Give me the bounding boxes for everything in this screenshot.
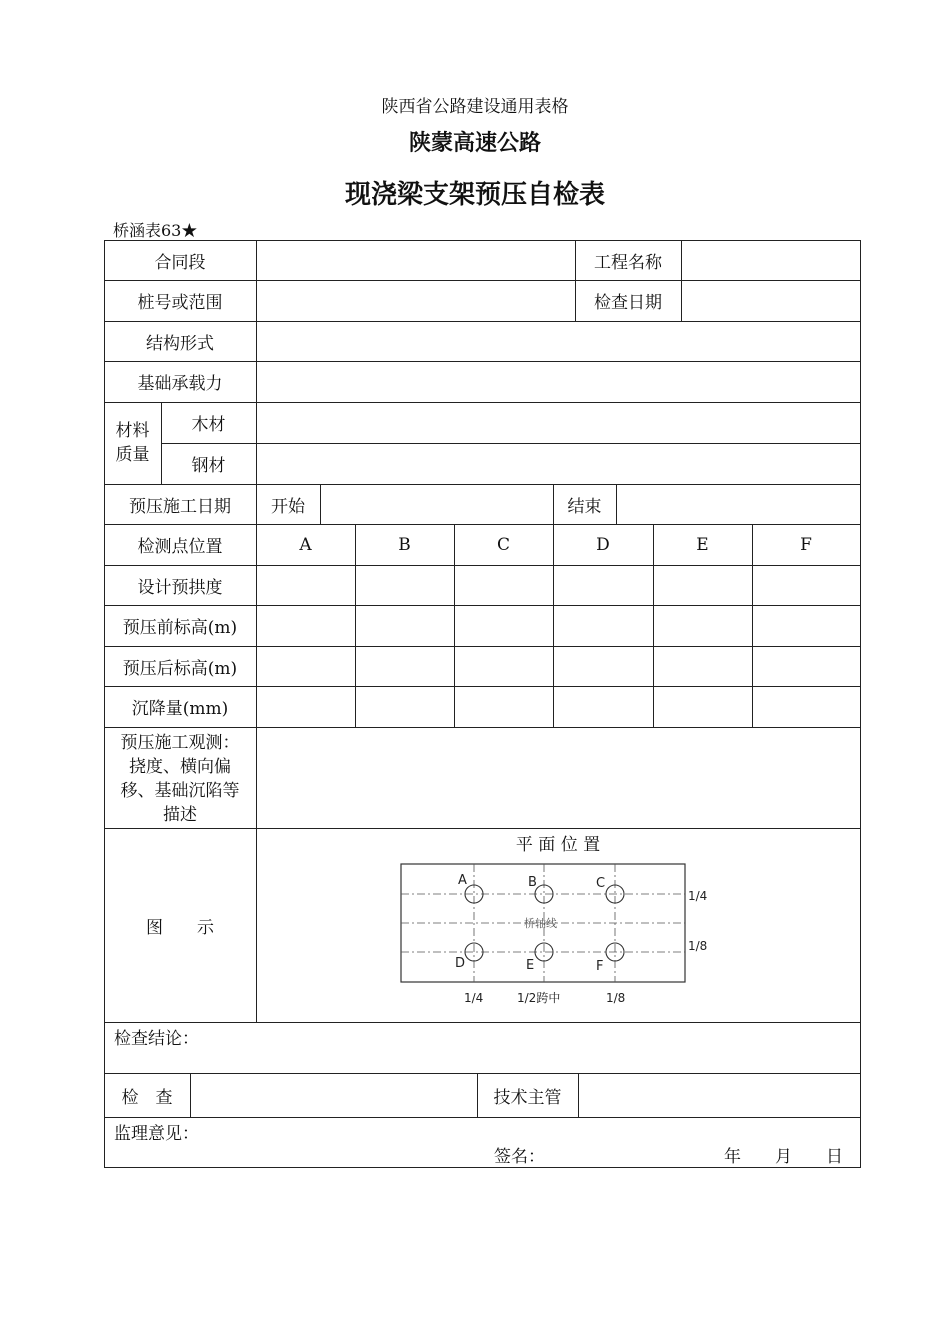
diagram-point-d: D [455,956,466,971]
observation-line-4: 描述 [163,804,197,825]
observation-field[interactable] [256,727,860,828]
bottom-label-midspan: 1/2跨中 [517,991,561,1005]
material-quality-label [104,402,161,484]
bearing-label: 基础承载力 [137,374,223,394]
diagram-label: 图 示 [146,917,214,938]
observation-label [104,729,256,828]
bottom-label-quarter: 1/4 [464,991,484,1005]
inspector-label: 检 查 [121,1087,173,1108]
observation-line-2: 挠度、横向偏 [129,756,231,777]
project-title: 陕蒙高速公路 [408,131,541,156]
point-header-b: B [398,534,411,555]
form-title: 现浇梁支架预压自检表 [344,180,605,210]
contract-label: 合同段 [154,252,206,273]
check-date-label: 检查日期 [594,293,662,313]
check-date-field[interactable] [681,280,860,321]
bottom-label-eighth: 1/8 [606,991,626,1005]
elev-before-label: 预压前标高(m) [122,618,238,638]
plan-title: 平 面 位 置 [515,834,601,855]
end-date-field[interactable] [616,484,860,524]
points-label: 检测点位置 [137,537,223,557]
form-number: 桥涵表63★ [113,221,198,240]
bridge-axis-label: 桥轴线 [524,917,557,930]
diagram-point-b: B [528,875,537,890]
wood-label: 木材 [191,415,226,435]
preload-date-label: 预压施工日期 [129,496,231,517]
conclusion-field[interactable] [104,1048,860,1072]
point-header-d: D [596,534,610,555]
tech-chief-label: 技术主管 [493,1087,562,1108]
right-label-eighth: 1/8 [688,939,708,953]
point-header-c: C [496,534,510,555]
date-ymd-label: 年 月 日 [724,1146,843,1167]
project-name-field[interactable] [681,240,860,280]
diagram-point-c: C [596,876,606,891]
inspector-field[interactable] [190,1073,477,1117]
diagram-point-a: A [458,873,467,888]
material-quality-line-2: 质量 [115,445,150,465]
structure-field[interactable] [256,321,860,361]
steel-label: 钢材 [191,456,226,476]
elev-after-label: 预压后标高(m) [122,658,238,679]
supervisor-label: 监理意见： [114,1123,199,1144]
material-quality-line-1: 材料 [115,421,150,441]
plan-diagram [380,856,740,1016]
contract-field[interactable] [256,240,575,280]
steel-field[interactable] [256,443,860,484]
start-label: 开始 [271,496,305,517]
observation-line-3: 移、基础沉陷等 [120,780,240,801]
observation-line-1: 预压施工观测： [120,732,240,753]
tech-chief-field[interactable] [578,1073,860,1117]
point-header-e: E [696,534,709,555]
right-label-quarter: 1/4 [688,889,708,903]
start-date-field[interactable] [320,484,553,524]
station-label: 桩号或范围 [137,293,223,313]
station-field[interactable] [256,280,575,321]
design-camber-label: 设计预拱度 [137,577,223,598]
org-title: 陕西省公路建设通用表格 [381,97,569,117]
diagram-point-f: F [596,959,604,974]
point-header-f: F [800,534,812,555]
end-label: 结束 [567,496,602,517]
bearing-field[interactable] [256,361,860,402]
wood-field[interactable] [256,402,860,443]
point-header-a: A [299,534,312,555]
project-name-label: 工程名称 [594,252,662,273]
conclusion-label: 检查结论： [114,1028,199,1049]
sign-label: 签名： [494,1146,545,1167]
settlement-label: 沉降量(mm) [131,699,229,719]
diagram-point-e: E [526,958,535,973]
structure-label: 结构形式 [146,333,214,354]
